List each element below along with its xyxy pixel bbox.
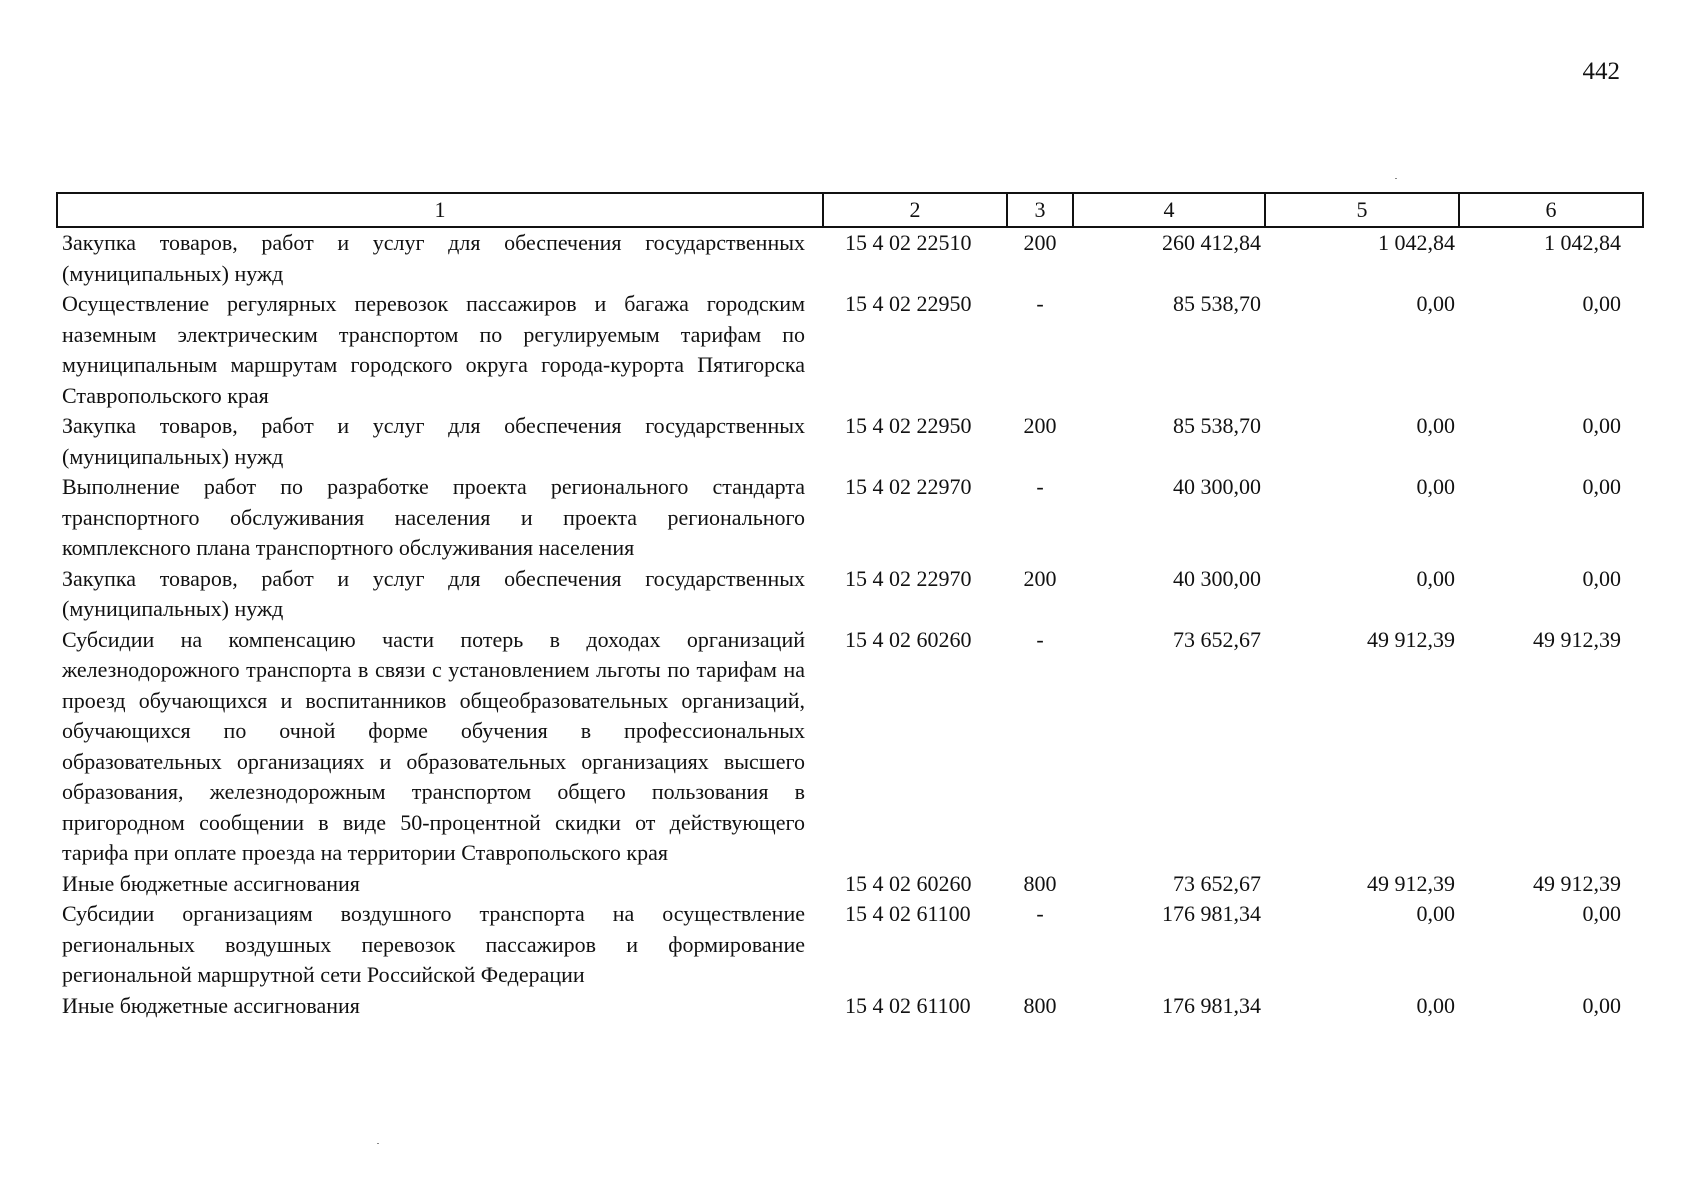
row-amount-col-5: 0,00 [1416, 474, 1455, 499]
row-expense-type: - [1036, 474, 1044, 499]
row-name: Субсидии на компенсацию части потерь в доходах организаций железнодорожного транспорта в связи с установлением льготы по тарифам на проезд обучающихся и воспитанников общеобразовательных организаций, обучающихся по очной форме обучения в профессиональных образовательных организациях и образовательных организациях высшего образования, железнодорожным транспортом общего пользования в пригородном сообщении в виде 50-процентной скидки от действующего тарифа при оплате проезда на территории Ставропольского края [62, 626, 805, 865]
budget-table [56, 192, 1644, 1021]
row-code: 15 4 02 22970 [845, 474, 972, 499]
row-name: Закупка товаров, работ и услуг для обеспечения государственных (муниципальных) нужд [62, 413, 805, 469]
row-expense-type: 200 [1023, 413, 1057, 438]
table-row [57, 991, 1643, 1022]
row-amount-col-6: 0,00 [1582, 565, 1621, 591]
row-amount-col-4: 40 300,00 [1173, 474, 1261, 499]
row-code: 15 4 02 60260 [845, 870, 972, 896]
row-expense-type: 200 [1023, 230, 1057, 255]
table-row [57, 625, 1643, 869]
header-col-6: 6 [1459, 193, 1643, 227]
table-row [57, 899, 1643, 991]
row-expense-type: - [1036, 901, 1044, 926]
row-expense-type: 200 [1023, 565, 1057, 591]
row-code: 15 4 02 22510 [845, 230, 972, 255]
row-amount-col-5: 0,00 [1416, 901, 1455, 926]
row-code: 15 4 02 61100 [845, 992, 971, 1018]
row-amount-col-4: 176 981,34 [1162, 901, 1261, 926]
row-amount-col-6: 0,00 [1582, 474, 1621, 499]
table-row [57, 869, 1643, 900]
row-amount-col-4: 73 652,67 [1173, 626, 1261, 652]
table-row [57, 411, 1643, 472]
row-amount-col-4: 85 538,70 [1173, 291, 1261, 316]
row-name: Закупка товаров, работ и услуг для обеспечения государственных (муниципальных) нужд [62, 230, 805, 286]
row-name: Иные бюджетные ассигнования [62, 992, 360, 1018]
row-amount-col-5: 49 912,39 [1367, 626, 1455, 652]
table-row [57, 564, 1643, 625]
header-col-5: 5 [1265, 193, 1459, 227]
row-amount-col-5: 0,00 [1416, 565, 1455, 591]
row-amount-col-6: 0,00 [1582, 992, 1621, 1018]
row-name: Осуществление регулярных перевозок пассажиров и багажа городским наземным электрическим транспортом по регулируемым тарифам по муниципальным маршрутам городского округа города-курорта Пятигорска Ставропольского края [62, 291, 805, 408]
row-amount-col-6: 1 042,84 [1544, 230, 1621, 255]
scan-speck [1395, 178, 1397, 179]
row-code: 15 4 02 22970 [845, 565, 972, 591]
row-expense-type: - [1036, 291, 1044, 316]
row-amount-col-6: 49 912,39 [1533, 870, 1621, 896]
row-expense-type: 800 [1023, 992, 1057, 1018]
row-expense-type: - [1036, 626, 1044, 652]
table-row [57, 289, 1643, 411]
header-col-3: 3 [1007, 193, 1073, 227]
row-amount-col-5: 0,00 [1416, 413, 1455, 438]
header-col-2: 2 [823, 193, 1007, 227]
table-header [57, 193, 1643, 227]
row-amount-col-6: 0,00 [1582, 291, 1621, 316]
row-name: Субсидии организациям воздушного транспорта на осуществление региональных воздушных перевозок пассажиров и формирование региональной маршрутной сети Российской Федерации [62, 901, 805, 987]
header-col-4: 4 [1073, 193, 1265, 227]
row-name: Иные бюджетные ассигнования [62, 870, 360, 896]
row-name: Закупка товаров, работ и услуг для обеспечения государственных (муниципальных) нужд [62, 565, 805, 621]
table-row [57, 472, 1643, 564]
scan-speck [377, 1143, 379, 1144]
row-amount-col-4: 176 981,34 [1162, 992, 1261, 1018]
row-code: 15 4 02 22950 [845, 291, 972, 316]
row-amount-col-6: 0,00 [1582, 901, 1621, 926]
row-name: Выполнение работ по разработке проекта регионального стандарта транспортного обслуживания населения и проекта регионального комплексного плана транспортного обслуживания населения [62, 474, 805, 560]
row-amount-col-5: 0,00 [1416, 291, 1455, 316]
table-row [57, 227, 1643, 289]
row-amount-col-5: 0,00 [1416, 992, 1455, 1018]
row-expense-type: 800 [1023, 870, 1057, 896]
row-amount-col-4: 73 652,67 [1173, 870, 1261, 896]
page-number: 442 [1582, 58, 1620, 85]
row-amount-col-5: 49 912,39 [1367, 870, 1455, 896]
row-code: 15 4 02 60260 [845, 626, 972, 652]
header-col-1: 1 [57, 193, 823, 227]
row-amount-col-4: 85 538,70 [1173, 413, 1261, 438]
row-code: 15 4 02 61100 [845, 901, 971, 926]
row-code: 15 4 02 22950 [845, 413, 972, 438]
header-row [57, 193, 1643, 227]
row-amount-col-4: 260 412,84 [1162, 230, 1261, 255]
table-body [57, 227, 1643, 1021]
row-amount-col-6: 0,00 [1582, 413, 1621, 438]
row-amount-col-6: 49 912,39 [1533, 626, 1621, 652]
row-amount-col-4: 40 300,00 [1173, 565, 1261, 591]
row-amount-col-5: 1 042,84 [1378, 230, 1455, 255]
